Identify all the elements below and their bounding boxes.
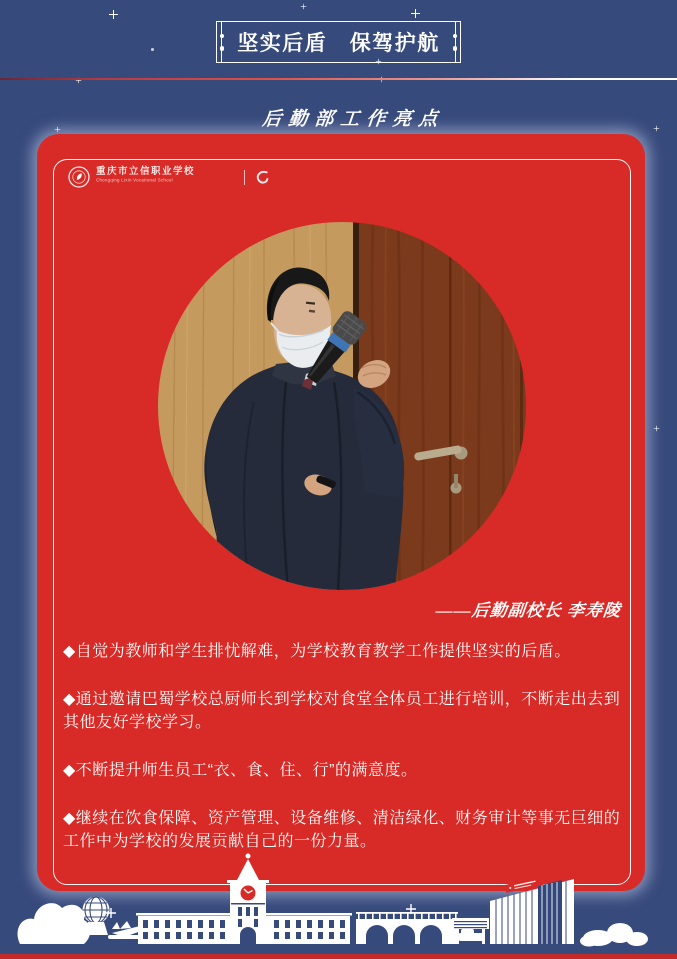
banner-box <box>216 21 461 63</box>
highlight-bullets <box>63 640 621 878</box>
content-card <box>37 134 645 891</box>
photo-man-illustration <box>158 222 526 590</box>
bullet-item: ◆继续在饮食保障、资产管理、设备维修、清洁绿化、财务审计等事无巨细的工作中为学校的发展贡献自己的一份力量。 <box>63 810 621 850</box>
sparkle-icon <box>109 10 118 19</box>
logo-badge-icon <box>68 166 90 188</box>
bullet-item: ◆自觉为教师和学生排忧解难，为学校教育教学工作提供坚实的后盾。 <box>63 643 571 660</box>
banner-title: 坚实后盾 保驾护航 <box>237 32 440 55</box>
bullet-item: ◆通过邀请巴蜀学校总厨师长到学校对食堂全体员工进行培训，不断走出去到其他友好学校学习。 <box>63 691 621 731</box>
sparkle-icon <box>654 426 659 431</box>
banner-left-dots-icon <box>220 34 225 51</box>
logo-swoosh-icon <box>253 169 270 186</box>
sparkle-dot-icon <box>151 48 154 51</box>
page-subtitle: 后勤部工作亮点 <box>261 109 446 130</box>
sparkle-icon <box>301 4 306 9</box>
sparkle-icon <box>411 9 420 18</box>
attribution-text: ——后勤副校长 李寿陵 <box>434 601 622 620</box>
divider-line <box>0 78 677 80</box>
logo-school-name-cn: 重庆市立信职业学校 <box>96 166 196 177</box>
logo-text <box>96 168 236 186</box>
banner-right-dots-icon <box>453 34 458 51</box>
skyline-illustration <box>0 849 677 955</box>
school-logo <box>68 166 270 188</box>
logo-divider <box>244 170 245 185</box>
bullet-item: ◆不断提升师生员工“衣、食、住、行”的满意度。 <box>63 762 418 779</box>
speaker-photo <box>158 222 526 590</box>
logo-school-name-en: Chongqing Lixin Vocational School <box>96 177 173 183</box>
